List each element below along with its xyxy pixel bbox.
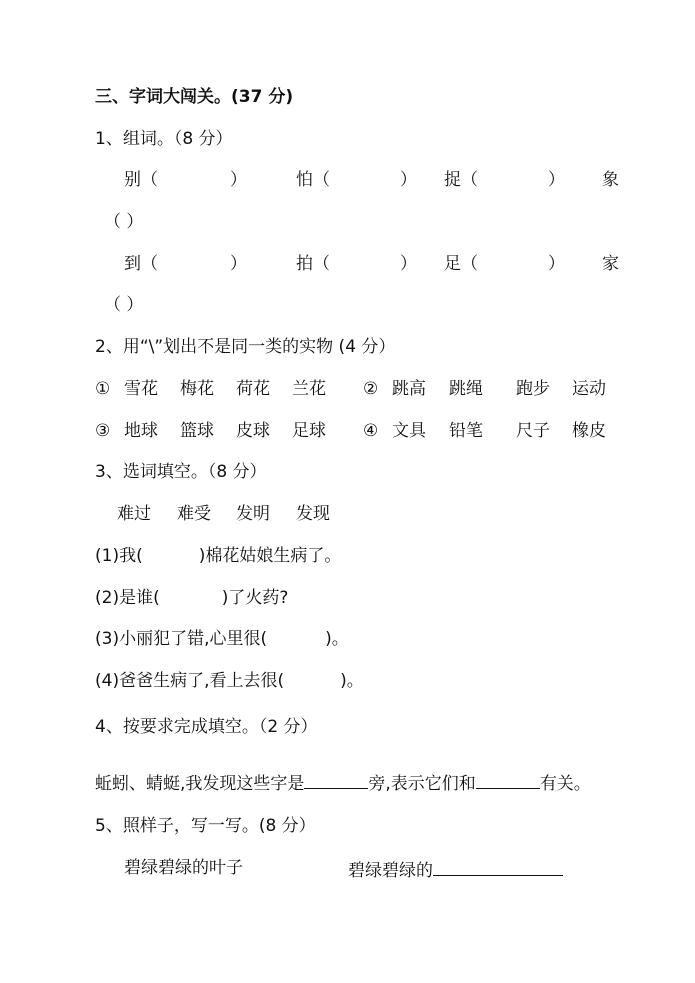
q1-row1-item2-open: 怕（ bbox=[296, 170, 330, 190]
q3-word-option: 难过 bbox=[117, 504, 151, 524]
q4-blank-radical[interactable] bbox=[304, 770, 368, 789]
q1-row1-item1-close: ） bbox=[230, 170, 247, 190]
q2-group2-word: 跳高 bbox=[392, 379, 426, 399]
q2-group3-word: 篮球 bbox=[180, 421, 214, 441]
q1-row2-item3-close: ） bbox=[548, 254, 565, 274]
q5-title: 5、照样子，写一写。(8 分） bbox=[95, 816, 316, 836]
q1-row1-item3-close: ） bbox=[548, 170, 565, 190]
q1-row2-item3-open: 足（ bbox=[444, 254, 478, 274]
q4-sentence-end: 有关。 bbox=[539, 774, 591, 794]
q2-group1-word: 梅花 bbox=[180, 379, 214, 399]
q2-group3-word: 皮球 bbox=[236, 421, 270, 441]
q3-s1-start: (1)我( bbox=[95, 546, 143, 566]
q5-prompt: 碧绿碧绿的 bbox=[348, 861, 433, 881]
q1-row2-wrap: （ ） bbox=[104, 295, 144, 315]
q3-s1-end: )棉花姑娘生病了。 bbox=[198, 546, 342, 566]
q3-sentence-4 bbox=[95, 670, 364, 692]
q2-group1-word: 雪花 bbox=[124, 379, 158, 399]
q2-group4-word: 橡皮 bbox=[572, 421, 606, 441]
q4-sentence-start: 蚯蚓、蜻蜓,我发现这些字是 bbox=[95, 774, 305, 794]
q3-word-option: 发现 bbox=[296, 504, 330, 524]
q4-blank-meaning[interactable] bbox=[476, 770, 540, 789]
q2-group3-number: ③ bbox=[95, 421, 111, 441]
q3-sentence-1 bbox=[95, 545, 341, 567]
q2-group4-word: 铅笔 bbox=[449, 421, 483, 441]
q4-sentence bbox=[95, 770, 591, 795]
q2-group1-word: 荷花 bbox=[236, 379, 270, 399]
q1-row1-item2-close: ） bbox=[400, 170, 417, 190]
q3-s3-start: (3)小丽犯了错,心里很( bbox=[95, 629, 268, 649]
q1-row2-item1-close: ） bbox=[230, 254, 247, 274]
q3-s2-start: (2)是谁( bbox=[95, 588, 160, 608]
q5-exercise bbox=[348, 857, 563, 882]
q1-row1-item3-open: 捉（ bbox=[444, 170, 478, 190]
q2-group1-word: 兰花 bbox=[292, 379, 326, 399]
section-title: 三、字词大闯关。(37 分) bbox=[95, 87, 294, 107]
q1-row2-item2-close: ） bbox=[400, 254, 417, 274]
q1-row1-wrap: （ ） bbox=[104, 212, 144, 232]
q1-row2-item2-open: 拍（ bbox=[296, 254, 330, 274]
q5-example: 碧绿碧绿的叶子 bbox=[124, 858, 243, 878]
q3-s3-end: )。 bbox=[325, 629, 349, 649]
q4-sentence-middle: 旁,表示它们和 bbox=[368, 774, 476, 794]
q2-group4-word: 尺子 bbox=[516, 421, 550, 441]
q3-sentence-2 bbox=[95, 587, 288, 609]
q3-word-option: 难受 bbox=[177, 504, 211, 524]
q2-title: 2、用“\”划出不是同一类的实物 (4 分） bbox=[95, 337, 396, 357]
q3-title: 3、选词填空。（8 分） bbox=[95, 462, 267, 482]
q2-group1-number: ① bbox=[95, 379, 111, 399]
q2-group2-word: 跳绳 bbox=[449, 379, 483, 399]
q2-group3-word: 足球 bbox=[292, 421, 326, 441]
q2-group2-word: 运动 bbox=[572, 379, 606, 399]
q2-group4-number: ④ bbox=[363, 421, 379, 441]
q1-title: 1、组词。（8 分） bbox=[95, 129, 233, 149]
q3-word-option: 发明 bbox=[236, 504, 270, 524]
q1-row2-item4: 家 bbox=[602, 254, 619, 274]
q1-row1-item1-open: 别（ bbox=[124, 170, 158, 190]
q2-group2-number: ② bbox=[363, 379, 379, 399]
q4-title: 4、按要求完成填空。（2 分） bbox=[95, 717, 318, 737]
q5-answer-blank[interactable] bbox=[433, 857, 563, 876]
q3-s2-end: )了火药? bbox=[221, 588, 289, 608]
q2-group2-word: 跑步 bbox=[516, 379, 550, 399]
q1-row1-item4: 象 bbox=[602, 170, 619, 190]
q1-row2-item1-open: 到（ bbox=[124, 254, 158, 274]
q3-s4-end: )。 bbox=[340, 671, 364, 691]
q2-group4-word: 文具 bbox=[392, 421, 426, 441]
q2-group3-word: 地球 bbox=[124, 421, 158, 441]
q3-sentence-3 bbox=[95, 628, 349, 650]
q3-s4-start: (4)爸爸生病了,看上去很( bbox=[95, 671, 285, 691]
